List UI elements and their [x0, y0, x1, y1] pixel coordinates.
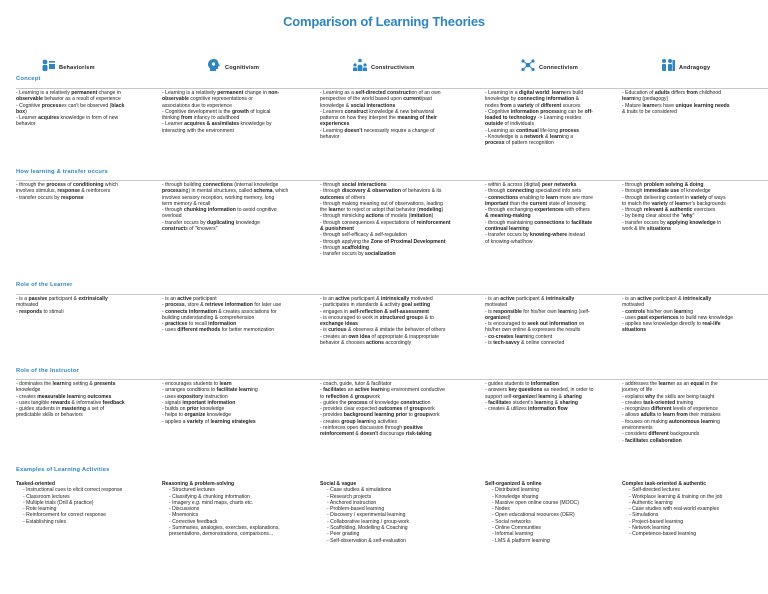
activity-group-heading: Reasoning & problem-solving: [162, 481, 235, 487]
cell-line: - Competence-based learning: [629, 531, 697, 538]
cell-line: - through connecting specialized info sets: [485, 188, 581, 195]
theory-header-behaviorism: [40, 52, 95, 72]
behaviorism-icon: [40, 58, 56, 72]
cell-line: - provides clear expected outcomes of groupwork: [320, 406, 435, 413]
cell-line: term memory & recall: [162, 200, 211, 207]
cell-line: - arranges conditions to facilitate learning: [162, 387, 258, 394]
cell-line: - facilitates an active learning environment conductive: [320, 387, 445, 394]
cell-line: - uses tangible rewards & informative feedback: [16, 399, 125, 406]
cell-connectivism: [485, 90, 635, 147]
cell-line: - dominates the learning setting & presents: [16, 381, 116, 387]
cell-line: - Knowledge sharing: [492, 493, 539, 500]
cell-line: - through making meaning out of observations, leading: [320, 200, 443, 207]
cell-line: - applies new knowledge directly to real-life: [622, 321, 721, 328]
cell-line: - is an active participant & intrinsically motivated: [320, 296, 433, 302]
theory-label: Connectivism: [539, 65, 579, 71]
cell-line: - Cognitive processes can't be observed (black: [16, 102, 125, 109]
cell-line: - through mimicking actions of models (imitation): [320, 213, 434, 220]
cell-behaviorism: [16, 182, 166, 201]
cell-line: - Learning doesn't necessarily require a change of: [320, 127, 435, 134]
cell-line: - Reinforcement for correct response: [23, 512, 106, 519]
cell-cognitivism: [162, 182, 312, 232]
cell-line: - guides the process of knowledge construction: [320, 399, 431, 406]
cell-line: outside of individuals: [485, 121, 534, 128]
cell-line: constructs of "knowers": [162, 226, 218, 233]
cell-line: - uses past experiences to build new knowledge: [622, 314, 734, 321]
activity-group-heading: Self-organized & online: [485, 481, 542, 487]
cell-line: - reinforces open discussion through positive: [320, 425, 423, 432]
cell-line: - Workplace learning & training on the job: [629, 493, 723, 500]
cell-line: - is tech-savvy & online connected: [485, 340, 565, 347]
cell-line: - through the process of conditioning which: [16, 182, 118, 188]
cell-line: - Imagery e.g. mind maps, charts etc.: [169, 499, 254, 506]
cell-line: - Self-directed lectures: [629, 487, 680, 494]
cell-line: knowledge: [16, 387, 41, 394]
cell-line: - through scaffolding: [320, 244, 369, 251]
cell-line: - through social interactions: [320, 182, 387, 188]
cell-constructivism: [320, 182, 470, 258]
cell-line: interacting with the environment: [162, 127, 234, 134]
theory-header-constructivism: [352, 52, 415, 72]
cell-line: - practices to recall information: [162, 321, 237, 328]
cell-line: - through immediate use of knowledge: [622, 188, 711, 195]
cell-line: work & life situations: [622, 226, 671, 233]
cell-line: - Classifying & chunking information: [169, 493, 250, 500]
cell-line: motivated: [622, 302, 645, 309]
cell-line: motivated: [485, 302, 508, 309]
cell-line: outcomes of others: [320, 194, 366, 201]
cell-line: - Open educational resources (OER): [492, 512, 575, 519]
cell-line: - guides students in mastering a set of: [16, 406, 105, 413]
cell-line: - participates in standards & activity goal setting: [320, 302, 431, 309]
cell-constructivism: [320, 296, 470, 346]
cell-line: - Nodes: [492, 506, 510, 513]
cell-line: - encourages students to learn: [162, 381, 232, 387]
cell-line: - is encouraged to work in structured groups & to: [320, 314, 434, 321]
activity-group-heading: Complex task-oriented & authentic: [622, 481, 707, 487]
cell-line: support self-organized learning & sharing: [485, 393, 582, 400]
constructivism-icon: [352, 58, 368, 72]
cell-line: - Project-based learning: [629, 518, 684, 525]
cell-line: - Peer grading: [327, 531, 360, 538]
cell-line: thinking from infancy to adulthood: [162, 115, 240, 122]
cell-line: - through discovery & observation of behaviors & its: [320, 188, 442, 195]
cell-line: - through consequences & expectations of reinforcement: [320, 219, 451, 226]
cell-line: - through maintaining connections to facilitate: [485, 219, 593, 226]
cell-line: - Instructional cues to elicit correct response: [23, 487, 123, 494]
cell-line: - Research projects: [327, 493, 372, 500]
cell-constructivism: [320, 481, 470, 544]
cell-line: environments: [622, 425, 653, 432]
cell-line: building understanding & comprehension: [162, 314, 255, 321]
cell-line: - facilitates student's learning & sharing: [485, 399, 579, 406]
cell-line: - through applying the Zone of Proximal Development: [320, 238, 446, 245]
cell-line: - Corrective feedback: [169, 518, 218, 525]
cell-line: experiences: [320, 121, 350, 128]
cell-constructivism: [320, 90, 470, 140]
cell-line: - Scaffolding, Modelling & Coaching: [327, 525, 408, 532]
cell-line: - builds on prior knowledge: [162, 406, 225, 413]
cell-line: to reflection & groupwork: [320, 393, 381, 400]
cell-line: - Self-observation & self-evaluation: [327, 537, 406, 544]
cell-line: - Learner acquires & assimilates knowledge by: [162, 121, 272, 128]
cell-line: behavior: [320, 134, 340, 141]
section-title: Role of the Learner: [16, 282, 73, 288]
cell-line: - focuses on making autonomous learning: [622, 418, 720, 425]
cell-line: - Establishing rules: [23, 518, 67, 525]
cell-line: - Social networks: [492, 518, 531, 525]
cell-line: - uses expository instruction: [162, 393, 228, 400]
cell-line: - creates & utilizes information flow: [485, 406, 568, 413]
cell-line: involves stimulus, response & reinforcers: [16, 188, 111, 195]
cell-line: - through self-efficacy & self-regulation: [320, 232, 407, 239]
cell-line: & punishment: [320, 226, 354, 233]
cell-line: perspective of the world based upon current/past: [320, 96, 432, 103]
cell-line: his/her own online & expresses the results: [485, 327, 581, 334]
cell-line: - addresses the learner as an equal in the: [622, 381, 718, 387]
cell-line: - Discussions: [169, 506, 200, 513]
activity-group-heading: Social & vague: [320, 481, 357, 487]
cell-line: - within & across (digital) peer networks: [485, 182, 577, 188]
cell-line: journey of life: [622, 387, 653, 394]
cell-line: - Education of adults differs from childhood: [622, 90, 722, 96]
cell-line: - Knowledge is a network & learning a: [485, 134, 574, 141]
cell-line: loaded to technology -> Learning resides: [485, 115, 582, 122]
page-title: Comparison of Learning Theories: [283, 14, 485, 29]
cell-line: - Learners construct knowledge & new behavioral: [320, 108, 435, 115]
cell-cognitivism: [162, 296, 312, 334]
cell-line: - is a passive participant & extrinsically: [16, 296, 108, 302]
cell-line: situations: [622, 327, 647, 334]
cell-line: - transfer occurs by duplicating knowledge: [162, 219, 260, 226]
cell-line: motivated: [16, 302, 39, 309]
cell-line: - transfer occurs by response: [16, 194, 84, 201]
row-divider: [16, 180, 768, 181]
cell-line: observable cognitive representations or: [162, 96, 253, 103]
cell-line: - through problem solving & doing: [622, 182, 704, 188]
cell-behaviorism: [16, 381, 166, 419]
cell-line: - Distributed learning: [492, 487, 539, 494]
cell-line: - recognizes different levels of experience: [622, 406, 718, 413]
cell-line: - creates measurable learning outcomes: [16, 393, 112, 400]
cognitivism-icon: [206, 58, 222, 72]
cell-line: - signals important information: [162, 399, 236, 406]
cell-line: - applies a variety of learning strategies: [162, 418, 256, 425]
cell-line: of knowing-what/how: [485, 238, 533, 245]
cell-line: - Learning is a relatively permanent change in non-: [162, 90, 280, 96]
cell-line: - coach, guide, tutor & facilitator: [320, 381, 392, 387]
row-divider: [16, 379, 768, 380]
cell-line: continual learning: [485, 226, 529, 233]
cell-line: knowledge by connecting information &: [485, 96, 580, 103]
cell-line: knowledge & social interactions: [320, 102, 396, 109]
cell-line: - Anchored instruction: [327, 499, 377, 506]
cell-line: - answers key questions as needed, in order to: [485, 387, 594, 394]
row-divider: [16, 294, 768, 295]
cell-line: learning (pedagogy): [622, 96, 669, 103]
row-divider: [16, 88, 768, 89]
cell-connectivism: [485, 182, 635, 245]
cell-line: - is an active participant & intrinsically: [622, 296, 712, 302]
cell-line: - guides students to information: [485, 381, 559, 387]
cell-line: behavior & chooses actions accordingly: [320, 340, 412, 347]
cell-line: - transfer occurs by knowing-where instead: [485, 232, 585, 239]
cell-andragogy: [622, 182, 768, 232]
cell-line: box): [16, 108, 27, 115]
section-title: Concept: [16, 76, 41, 82]
cell-line: nodes from a variety of different sources: [485, 102, 581, 109]
cell-line: - Discovery / experimental learning: [327, 512, 406, 519]
cell-line: - helps to organize knowledge: [162, 412, 232, 419]
cell-line: reinforcement & doesn't discourage risk-taking: [320, 431, 432, 438]
theory-label: Constructivism: [371, 65, 415, 71]
cell-line: - Summaries, analogies, exercises, explanations,: [169, 525, 280, 532]
cell-constructivism: [320, 381, 470, 438]
cell-line: - is an active participant & intrinsically: [485, 296, 575, 302]
cell-line: - Informal learning: [492, 531, 534, 538]
cell-line: - Mnemonics: [169, 512, 199, 519]
cell-line: - through chunking information to avoid cognitive: [162, 207, 277, 214]
cell-cognitivism: [162, 481, 312, 538]
activity-group-heading: Tasked-oriented: [16, 481, 55, 487]
cell-line: - creates group learning activities: [320, 418, 398, 425]
theory-label: Behaviorism: [59, 65, 95, 71]
theory-header-cognitivism: [206, 52, 259, 72]
cell-line: - through relevant & authentic exercises: [622, 207, 716, 214]
cell-line: - considers different backgrounds: [622, 431, 700, 438]
cell-line: - Authentic learning: [629, 499, 673, 506]
cell-line: - connects information & creates associations for: [162, 308, 277, 315]
cell-line: - through building connections (internal knowledge: [162, 182, 279, 188]
cell-line: - Classroom lectures: [23, 493, 70, 500]
cell-line: - Network learning: [629, 525, 671, 532]
cell-line: - explains why the skills are being taught: [622, 393, 715, 400]
cell-line: & traits to be considered: [622, 108, 677, 115]
theory-header-connectivism: [520, 52, 578, 72]
cell-line: - Rote learning: [23, 506, 57, 513]
cell-line: - Online Communities: [492, 525, 541, 532]
cell-connectivism: [485, 481, 635, 544]
cell-line: - through exchanging experiences with others: [485, 207, 590, 214]
cell-line: - process, store & retrieve information for later use: [162, 302, 282, 309]
cell-line: - Case studies with real-world examples: [629, 506, 720, 513]
section-title: Role of the Instructor: [16, 368, 80, 374]
cell-line: - by being clear about the "why": [622, 213, 695, 220]
cell-behaviorism: [16, 90, 166, 128]
cell-line: - Learning as continual life-long process: [485, 127, 580, 134]
cell-line: - connections enabling to learn more are more: [485, 194, 593, 201]
section-title: Examples of Learning Activities: [16, 467, 110, 473]
cell-line: - Collaborative learning / group-work: [327, 518, 410, 525]
cell-line: - Simulations: [629, 512, 659, 519]
cell-line: - engages in self-reflection & self-assessment: [320, 308, 430, 315]
cell-line: associations due to experience: [162, 102, 232, 109]
cell-line: - creates an own idea of appropriate & inappropriate: [320, 333, 439, 340]
cell-line: - controls his/her own learning: [622, 308, 694, 315]
cell-line: processing) in mental structures, called schema, which: [162, 188, 289, 195]
cell-line: - Case studies & simulations: [327, 487, 392, 494]
cell-connectivism: [485, 381, 635, 412]
cell-line: - Cognitive development is the growth of logical: [162, 108, 271, 115]
cell-line: - transfer occurs by applying knowledge in: [622, 219, 722, 226]
cell-line: - LMS & platform learning: [492, 537, 550, 544]
theory-label: Cognitivism: [225, 65, 260, 71]
section-title: How learning & transfer occurs: [16, 169, 109, 175]
cell-line: - Mature learners have unique learning needs: [622, 102, 730, 109]
cell-line: - is an active participant: [162, 296, 217, 302]
cell-andragogy: [622, 481, 768, 538]
cell-line: & meaning-making: [485, 213, 531, 220]
cell-line: - facilitates collaboration: [622, 437, 682, 444]
theory-label: Andragogy: [679, 65, 711, 71]
theory-header-andragogy: [660, 52, 710, 72]
cell-line: - transfer occurs by socialization: [320, 251, 396, 258]
cell-line: - Learning as a self-directed construction of an own: [320, 90, 441, 96]
cell-connectivism: [485, 296, 635, 346]
cell-line: - through delivering content in variety of ways: [622, 194, 726, 201]
cell-behaviorism: [16, 296, 166, 315]
cell-line: - creates task-oriented training: [622, 399, 694, 406]
cell-line: - provides background learning prior to groupwork: [320, 412, 440, 419]
cell-line: behavior: [16, 121, 36, 128]
cell-line: - Learning is a relatively permanent change in: [16, 90, 121, 96]
cell-andragogy: [622, 90, 768, 115]
cell-line: - Learning in a digital world: learners build: [485, 90, 584, 96]
cell-line: - Learner acquires knowledge in form of new: [16, 115, 119, 122]
cell-line: observable behavior as a result of experience: [16, 96, 121, 103]
cell-line: patterns on how they interpret the meaning of their: [320, 115, 437, 122]
cell-andragogy: [622, 381, 768, 444]
cell-line: to match the variety of learner's backgrounds: [622, 200, 726, 207]
cell-line: - is curious & observes & imitate the behavior of others: [320, 327, 446, 334]
cell-andragogy: [622, 296, 768, 334]
connectivism-icon: [520, 58, 536, 72]
cell-line: presentations, demonstrations, comparisons...: [169, 531, 274, 538]
cell-cognitivism: [162, 381, 312, 425]
cell-line: process of pattern recognition: [485, 140, 554, 147]
cell-line: organized): [485, 314, 511, 321]
cell-cognitivism: [162, 90, 312, 134]
cell-line: the learner to reject or adopt that behavior (modeling): [320, 207, 444, 214]
cell-line: - co-creates learning content: [485, 333, 553, 340]
cell-line: - Massive open online course (MOOC): [492, 499, 579, 506]
andragogy-icon: [660, 58, 676, 72]
cell-line: - Structured lectures: [169, 487, 215, 494]
cell-line: - responds to stimuli: [16, 308, 64, 315]
cell-line: overload: [162, 213, 182, 220]
cell-line: - is encouraged to seek out information on: [485, 321, 585, 328]
cell-line: - Multiple trials (Drill & practice): [23, 499, 94, 506]
cell-line: - Cognitive information processing can be off-: [485, 108, 593, 115]
cell-line: important than the current state of knowing: [485, 200, 586, 207]
cell-line: - is responsible for his/her own learning (self-: [485, 308, 590, 315]
cell-line: involves sensory reception, working memory, long: [162, 194, 275, 201]
cell-line: - Problem-based learning: [327, 506, 385, 513]
cell-line: - uses different methods for better memorization: [162, 327, 275, 334]
cell-line: predictable skills or behaviors: [16, 412, 83, 419]
cell-line: exchange ideas: [320, 321, 358, 328]
cell-behaviorism: [16, 481, 166, 525]
cell-line: - allows adults to learn from their mistakes: [622, 412, 721, 419]
